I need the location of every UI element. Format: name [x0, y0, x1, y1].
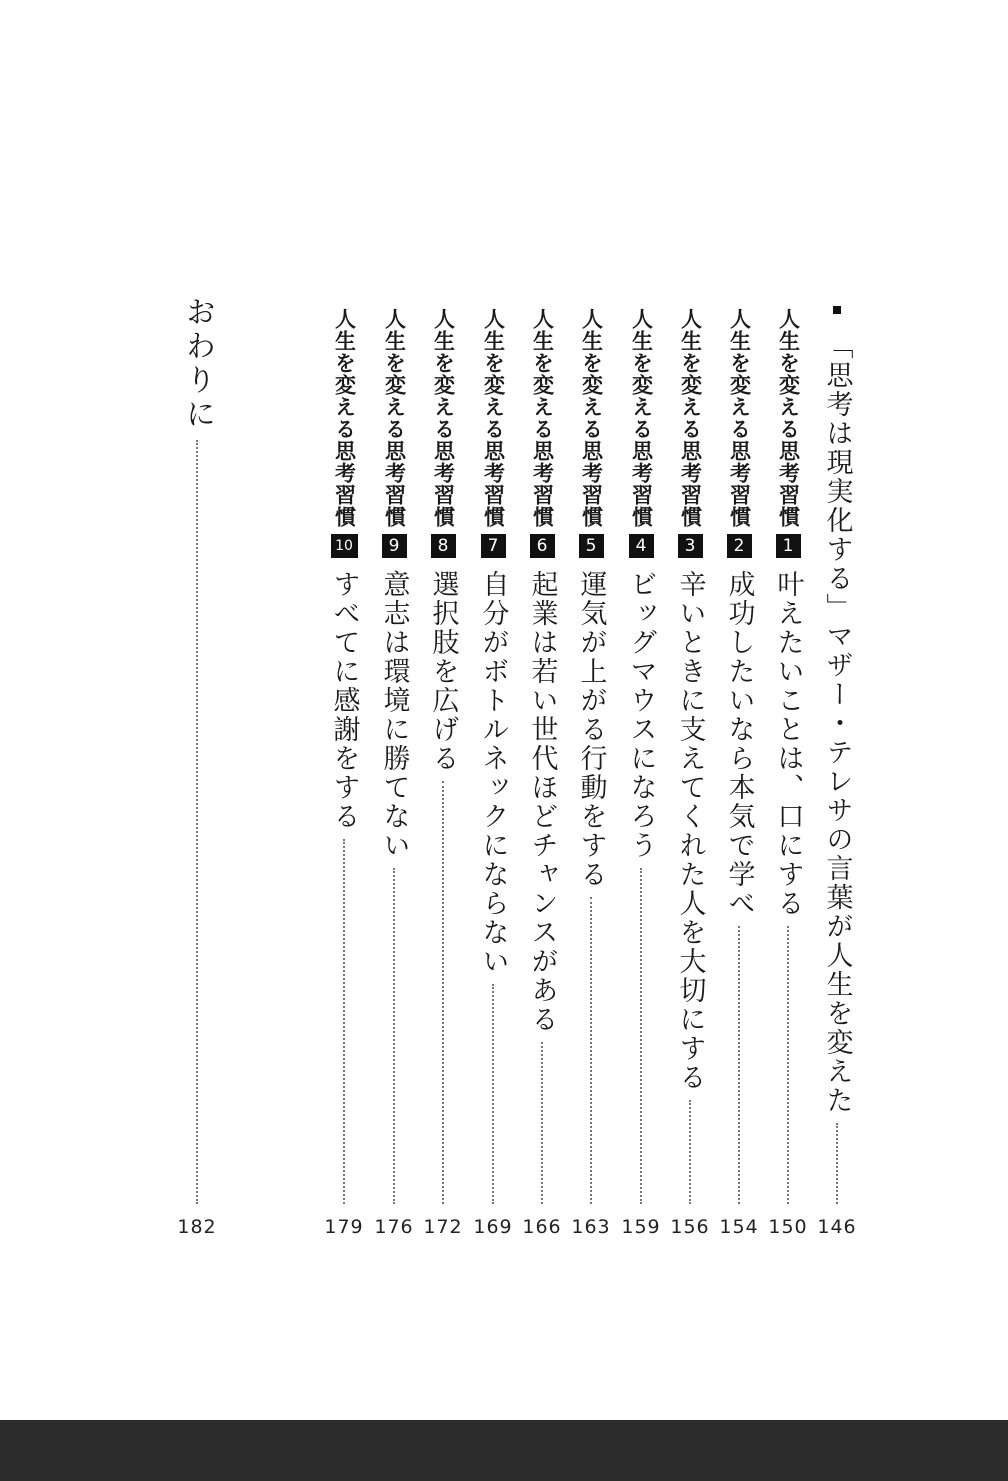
entry-label: 人生を変える思考習慣 [678, 308, 703, 528]
entry-number-badge: 9 [382, 534, 407, 558]
entry-title: 運気が上がる行動をする [575, 570, 607, 889]
entry-number-badge: 8 [431, 534, 456, 558]
page-number: 179 [324, 1216, 364, 1238]
dotted-leader [640, 868, 642, 1204]
dotted-leader [196, 440, 198, 1204]
entry-number-badge: 3 [678, 534, 703, 558]
entry-title: 叶えたいことは、口にする [772, 570, 804, 918]
toc-entry-7[interactable] [471, 296, 515, 1256]
dotted-leader [343, 839, 345, 1204]
entry-title: 辛いときに支えてくれた人を大切にする [674, 570, 706, 1092]
entry-number-badge: 2 [727, 534, 752, 558]
entry-number-badge: 7 [481, 534, 506, 558]
toc-entry-6[interactable] [520, 296, 564, 1256]
toc-entry-10[interactable] [322, 296, 366, 1256]
page-number: 159 [621, 1216, 661, 1238]
entry-label: 人生を変える思考習慣 [332, 308, 357, 528]
toc-entry-9[interactable] [372, 296, 416, 1256]
entry-title: 意志は環境に勝てない [378, 570, 410, 860]
page-number: 182 [177, 1216, 217, 1238]
entry-label: 人生を変える思考習慣 [579, 308, 604, 528]
toc-section-heading[interactable] [815, 296, 859, 1256]
dotted-leader [393, 868, 395, 1204]
dotted-leader [541, 1042, 543, 1204]
dotted-leader [738, 926, 740, 1204]
page-number: 176 [374, 1216, 414, 1238]
dotted-leader [836, 1123, 838, 1204]
entry-number-badge: 4 [629, 534, 654, 558]
toc-outro[interactable] [175, 296, 219, 1256]
page-number: 150 [768, 1216, 808, 1238]
page-number: 169 [473, 1216, 513, 1238]
page-number: 156 [670, 1216, 710, 1238]
outro-title: おわりに [180, 296, 215, 432]
entry-title: 自分がボトルネックにならない [477, 570, 509, 976]
dotted-leader [689, 1100, 691, 1204]
entry-number-badge: 10 [331, 534, 358, 558]
entry-label: 人生を変える思考習慣 [776, 308, 801, 528]
page-number: 163 [571, 1216, 611, 1238]
entry-label: 人生を変える思考習慣 [481, 308, 506, 528]
entry-title: 選択肢を広げる [427, 570, 459, 773]
toc-entry-1[interactable] [766, 296, 810, 1256]
toc-entry-4[interactable] [619, 296, 663, 1256]
bullet-square-icon [833, 306, 841, 314]
dotted-leader [492, 984, 494, 1204]
entry-title: 成功したいなら本気で学べ [723, 570, 755, 918]
page-number: 146 [817, 1216, 857, 1238]
entry-number-badge: 5 [579, 534, 604, 558]
bottom-bar [0, 1420, 1008, 1481]
entry-number-badge: 1 [776, 534, 801, 558]
entry-number-badge: 6 [530, 534, 555, 558]
dotted-leader [442, 781, 444, 1204]
dotted-leader [787, 926, 789, 1204]
entry-label: 人生を変える思考習慣 [382, 308, 407, 528]
entry-title: すべてに感謝をする [328, 570, 360, 831]
page-number: 154 [719, 1216, 759, 1238]
toc-entry-8[interactable] [421, 296, 465, 1256]
entry-label: 人生を変える思考習慣 [530, 308, 555, 528]
toc-entry-5[interactable] [569, 296, 613, 1256]
toc-entry-3[interactable] [668, 296, 712, 1256]
entry-label: 人生を変える思考習慣 [629, 308, 654, 528]
entry-title: 起業は若い世代ほどチャンスがある [526, 570, 558, 1034]
entry-label: 人生を変える思考習慣 [431, 308, 456, 528]
entry-label: 人生を変える思考習慣 [727, 308, 752, 528]
section-heading-title: 「思考は現実化する」マザー・テレサの言葉が人生を変えた [821, 332, 853, 1115]
toc-entry-2[interactable] [717, 296, 761, 1256]
dotted-leader [590, 897, 592, 1204]
entry-title: ビッグマウスになろう [625, 570, 657, 860]
page-number: 166 [522, 1216, 562, 1238]
page-number: 172 [423, 1216, 463, 1238]
